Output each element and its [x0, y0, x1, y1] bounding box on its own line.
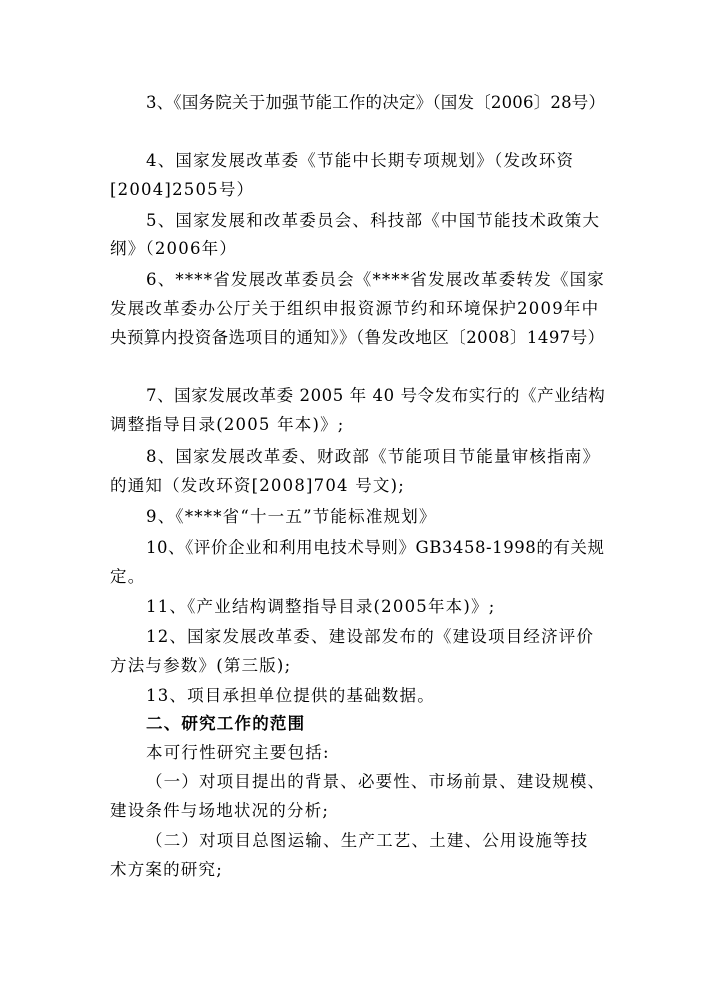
ref-item-3: 3、《国务院关于加强节能工作的决定》（国发〔2006〕28号）: [146, 93, 606, 112]
scope-item-2-line2: 术方案的研究;: [110, 860, 223, 879]
ref-item-8-line1: 8、国家发展改革委、财政部《节能项目节能量审核指南》: [146, 447, 601, 466]
ref-item-5-line1: 5、国家发展和改革委员会、科技部《中国节能技术政策大: [146, 211, 601, 230]
ref-item-13: 13、项目承担单位提供的基础数据。: [146, 686, 435, 705]
scope-item-1-line1: （一）对项目提出的背景、必要性、市场前景、建设规模、: [146, 772, 606, 791]
ref-item-9: 9、《****省“十一五”节能标准规划》: [146, 507, 437, 526]
scope-item-1-line2: 建设条件与场地状况的分析;: [110, 801, 330, 820]
ref-item-11: 11、《产业结构调整指导目录(2005年本)》;: [146, 597, 496, 616]
ref-item-6-line2: 发展改革委办公厅关于组织申报资源节约和环境保护2009年中: [110, 299, 600, 318]
ref-item-6-line3: 央预算内投资备选项目的通知》》（鲁发改地区〔2008〕1497号）: [110, 328, 605, 347]
ref-item-10-line2: 定。: [110, 567, 146, 586]
section-heading: 二、研究工作的范围: [146, 714, 306, 733]
ref-item-10-line1: 10、《评价企业和利用电技术导则》GB3458-1998的有关规: [146, 538, 605, 557]
scope-intro: 本可行性研究主要包括:: [146, 743, 330, 762]
ref-item-6-line1: 6、****省发展改革委员会《****省发展改革委转发《国家: [146, 270, 605, 289]
ref-item-5-line2: 纲》（2006年）: [110, 239, 238, 258]
ref-item-4-line1: 4、国家发展改革委《节能中长期专项规划》（发改环资: [146, 151, 575, 170]
ref-item-12-line2: 方法与参数》(第三版);: [110, 656, 292, 675]
ref-item-7-line2: 调整指导目录(2005 年本)》;: [110, 415, 345, 434]
ref-item-8-line2: 的通知（发改环资[2008]704 号文);: [110, 476, 406, 495]
ref-item-7-line1: 7、国家发展改革委 2005 年 40 号令发布实行的《产业结构: [146, 386, 606, 405]
ref-item-12-line1: 12、国家发展改革委、建设部发布的《建设项目经济评价: [146, 627, 595, 646]
scope-item-2-line1: （二）对项目总图运输、生产工艺、土建、公用设施等技: [146, 831, 589, 850]
ref-item-4-line2: [2004]2505号）: [110, 180, 255, 199]
